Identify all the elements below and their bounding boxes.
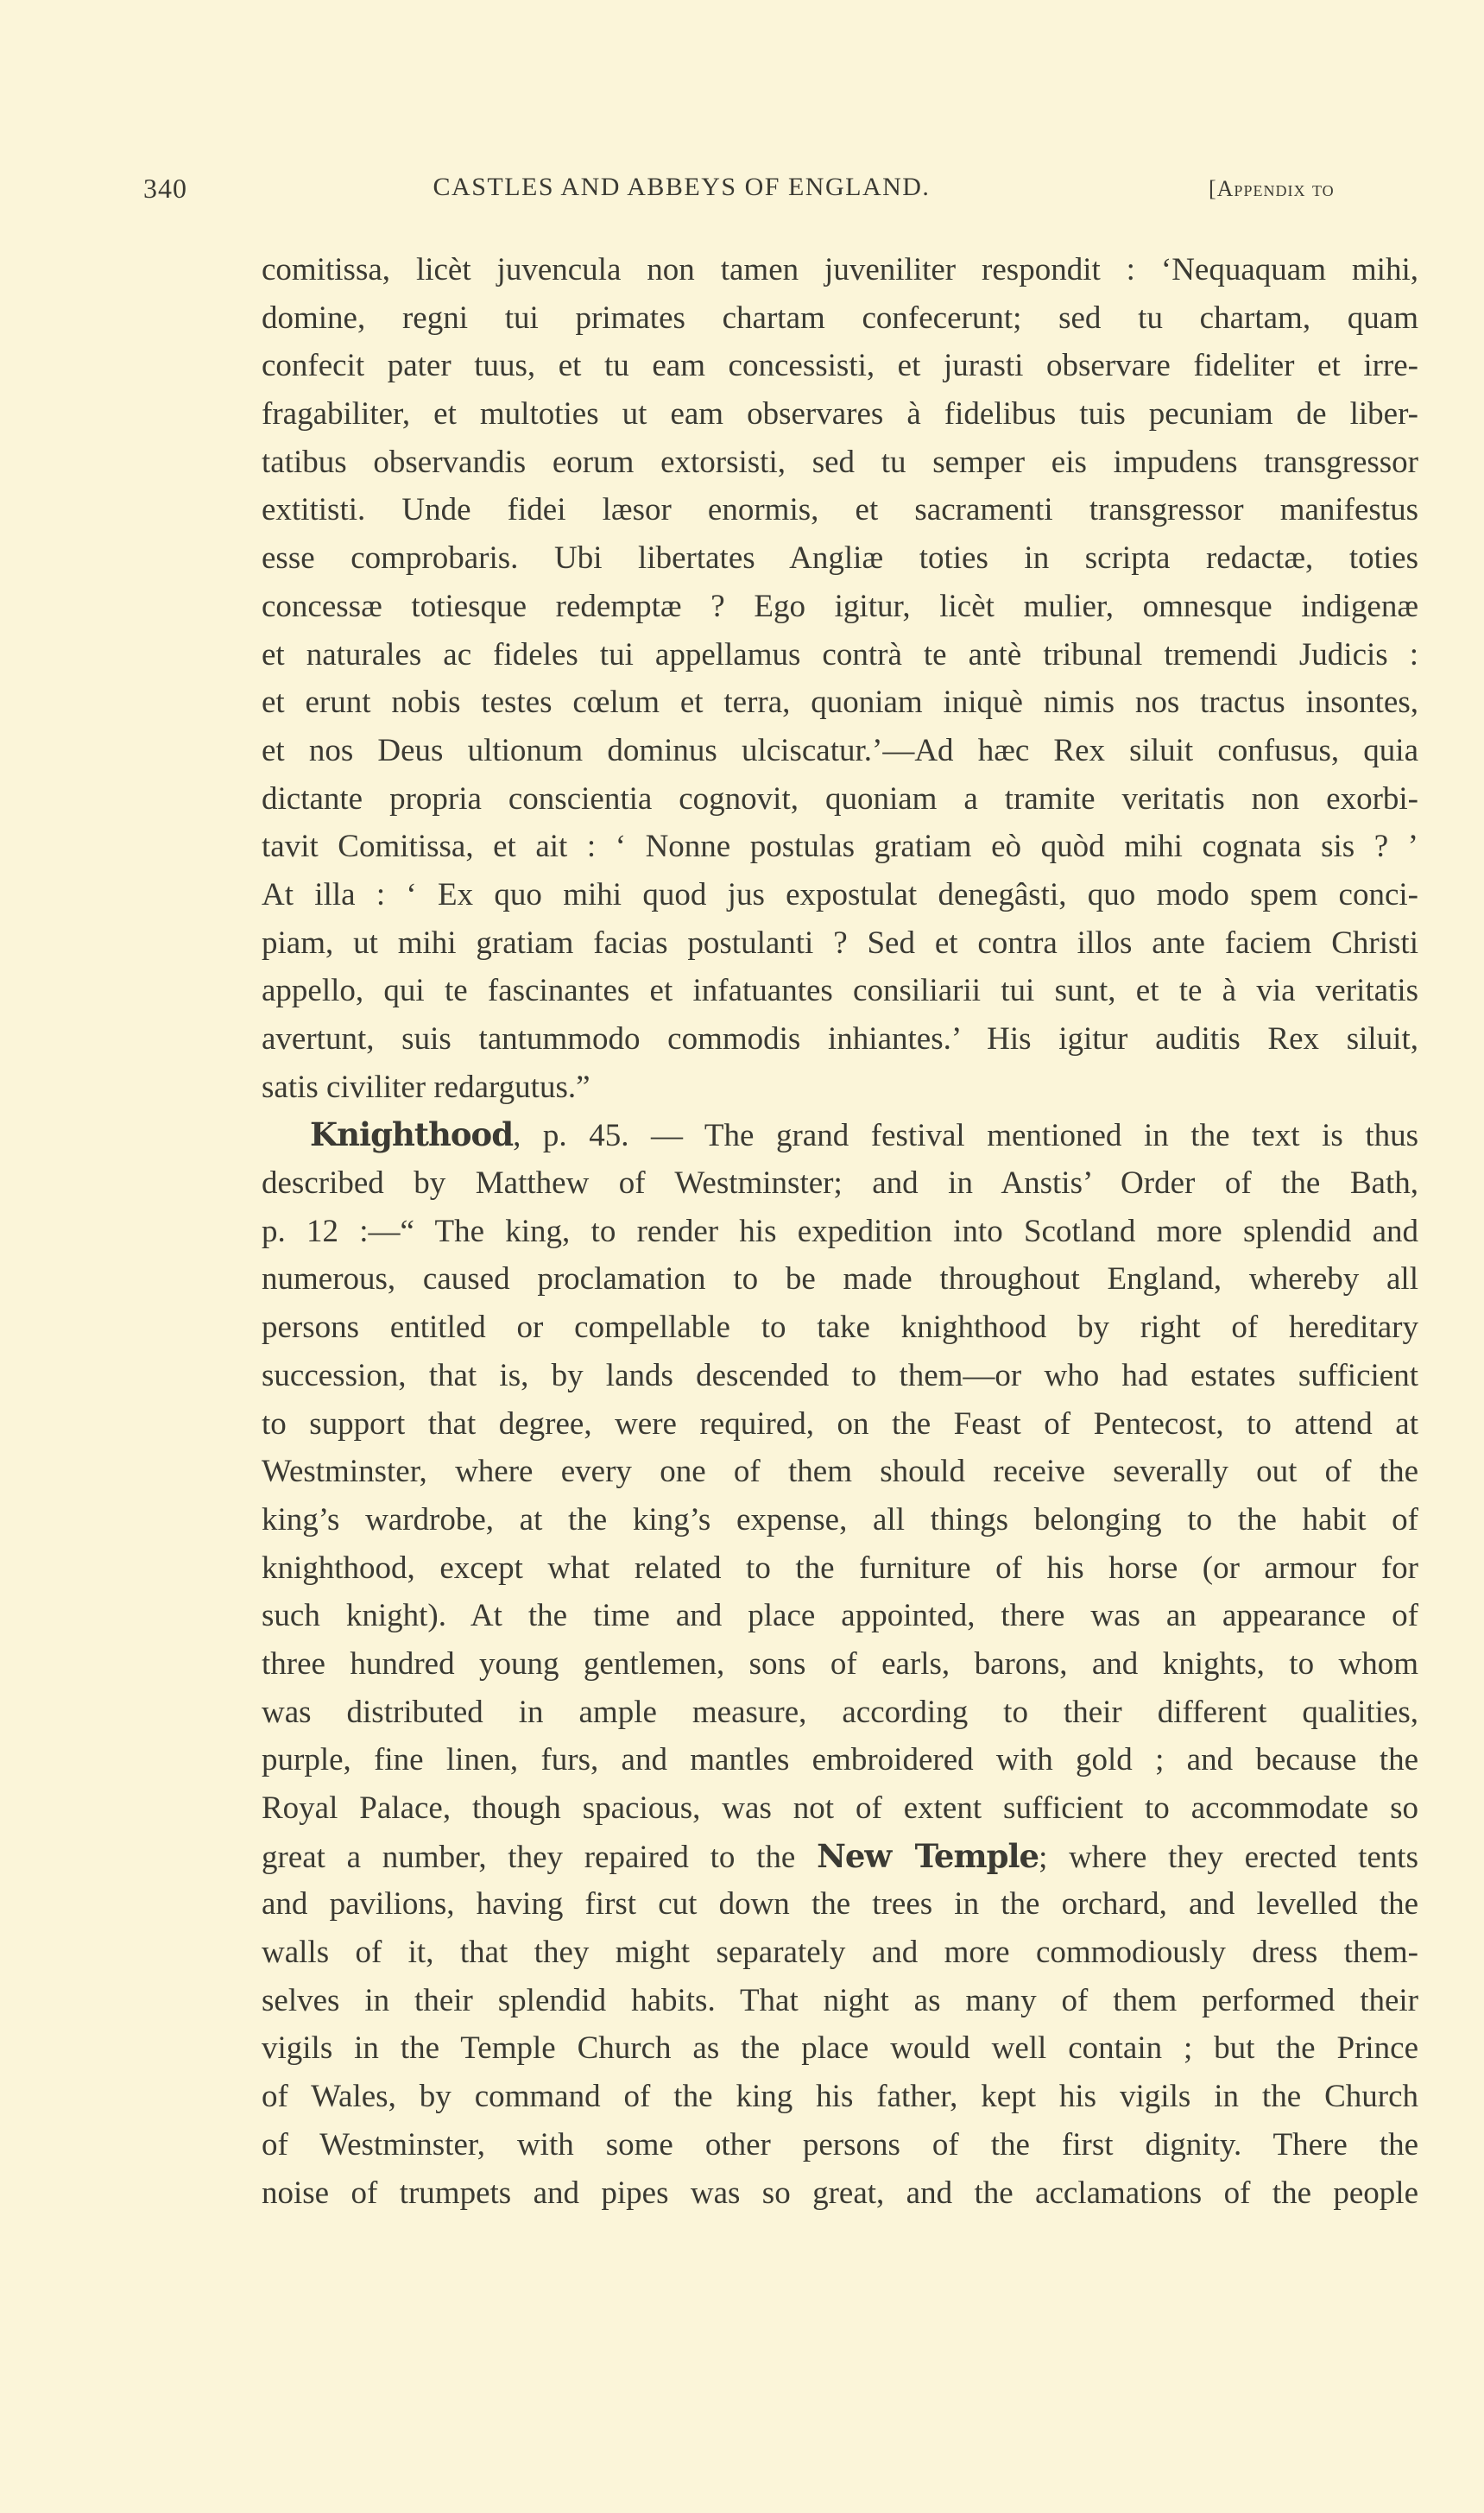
text-line: piam, ut mihi gratiam facias postulanti ? Sed et contra illos ante faciem Christi: [262, 925, 1418, 961]
text-line: was distributed in ample measure, according to their different qualities,: [262, 1694, 1418, 1730]
body-text: [262, 246, 1418, 2217]
text-line: tatibus observandis eorum extorsisti, sed tu semper eis impudens transgressor: [262, 444, 1418, 480]
blackletter-heading: New Temple: [817, 1836, 1039, 1875]
text-line: comitissa, licèt juvencula non tamen juveniliter respondit : ‘Nequaquam mihi,: [262, 252, 1418, 287]
text-line: to support that degree, were required, on the Feast of Pentecost, to attend at: [262, 1405, 1418, 1442]
text-line: extitisti. Unde fidei læsor enormis, et sacramenti transgressor manifestus: [262, 492, 1418, 528]
text-line: walls of it, that they might separately and more commodiously dress them-: [262, 1935, 1418, 1971]
text-line: selves in their splendid habits. That night as many of them performed their: [262, 1982, 1418, 2018]
running-section: [Appendix to: [1209, 176, 1335, 201]
page-number: 340: [143, 173, 187, 204]
text-line: described by Matthew of Westminster; and in Anstis’ Order of the Bath,: [262, 1165, 1418, 1202]
text-line: dictante propria conscientia cognovit, quoniam a tramite veritatis non exorbi-: [262, 780, 1418, 817]
text-line: fragabiliter, et multoties ut eam observares à fidelibus tuis pecuniam de liber-: [262, 396, 1418, 433]
blackletter-heading: Knighthood: [310, 1115, 514, 1154]
text-line: [262, 1111, 1418, 1159]
text-line: et naturales ac fideles tui appellamus contrà te antè tribunal tremendi Judicis :: [262, 636, 1418, 672]
text-line: domine, regni tui primates chartam confecerunt; sed tu chartam, quam: [262, 300, 1418, 336]
text-segment: great a number, they repaired to the: [262, 1839, 818, 1875]
text-line: et erunt nobis testes cœlum et terra, quoniam iniquè nimis nos tractus insontes,: [262, 685, 1418, 721]
text-line: p. 12 :—“ The king, to render his expedition into Scotland more splendid and: [262, 1213, 1418, 1249]
text-line: succession, that is, by lands descended to them—or who had estates sufficient: [262, 1357, 1418, 1393]
text-segment: ; where they erected tents: [1039, 1839, 1418, 1875]
text-line: king’s wardrobe, at the king’s expense, all things belonging to the habit of: [262, 1501, 1418, 1537]
text-line: Westminster, where every one of them should receive severally out of the: [262, 1454, 1418, 1490]
text-line: noise of trumpets and pipes was so great, and the acclamations of the people: [262, 2175, 1418, 2211]
text-line: vigils in the Temple Church as the place would well contain ; but the Prince: [262, 2030, 1418, 2067]
text-line: [262, 1833, 1418, 1881]
text-line: of Westminster, with some other persons of the first dignity. There the: [262, 2126, 1418, 2163]
text-segment: , p. 45. — The grand festival mentioned in the text is thus: [513, 1118, 1418, 1154]
text-line: Royal Palace, though spacious, was not of extent sufficient to accommodate so: [262, 1790, 1418, 1826]
text-line: persons entitled or compellable to take knighthood by right of hereditary: [262, 1310, 1418, 1346]
text-line: of Wales, by command of the king his father, kept his vigils in the Church: [262, 2079, 1418, 2115]
text-line: three hundred young gentlemen, sons of earls, barons, and knights, to whom: [262, 1645, 1418, 1682]
text-line: concessæ totiesque redemptæ ? Ego igitur, licèt mulier, omnesque indigenæ: [262, 588, 1418, 624]
text-line: satis civiliter redargutus.”: [262, 1069, 590, 1105]
text-line: purple, fine linen, furs, and mantles embroidered with gold ; and because the: [262, 1742, 1418, 1778]
text-line: avertunt, suis tantummodo commodis inhiantes.’ His igitur auditis Rex siluit,: [262, 1021, 1418, 1057]
text-line: et nos Deus ultionum dominus ulciscatur.’—Ad hæc Rex siluit confusus, quia: [262, 732, 1418, 768]
text-line: such knight). At the time and place appointed, there was an appearance of: [262, 1598, 1418, 1634]
text-line: tavit Comitissa, et ait : ‘ Nonne postulas gratiam eò quòd mihi cognata sis ? ’: [262, 829, 1418, 865]
text-line: appello, qui te fascinantes et infatuantes consiliarii tui sunt, et te à via veritatis: [262, 973, 1418, 1009]
text-line: esse comprobaris. Ubi libertates Angliæ toties in scripta redactæ, toties: [262, 540, 1418, 577]
text-line: knighthood, except what related to the furniture of his horse (or armour for: [262, 1550, 1418, 1586]
text-line: and pavilions, having first cut down the trees in the orchard, and levelled the: [262, 1886, 1418, 1923]
running-title: CASTLES AND ABBEYS OF ENGLAND.: [433, 173, 931, 201]
text-line: confecit pater tuus, et tu eam concessisti, et jurasti observare fideliter et irre-: [262, 348, 1418, 384]
text-line: numerous, caused proclamation to be made throughout England, whereby all: [262, 1261, 1418, 1298]
text-line: At illa : ‘ Ex quo mihi quod jus expostulat denegâsti, quo modo spem conci-: [262, 876, 1418, 912]
